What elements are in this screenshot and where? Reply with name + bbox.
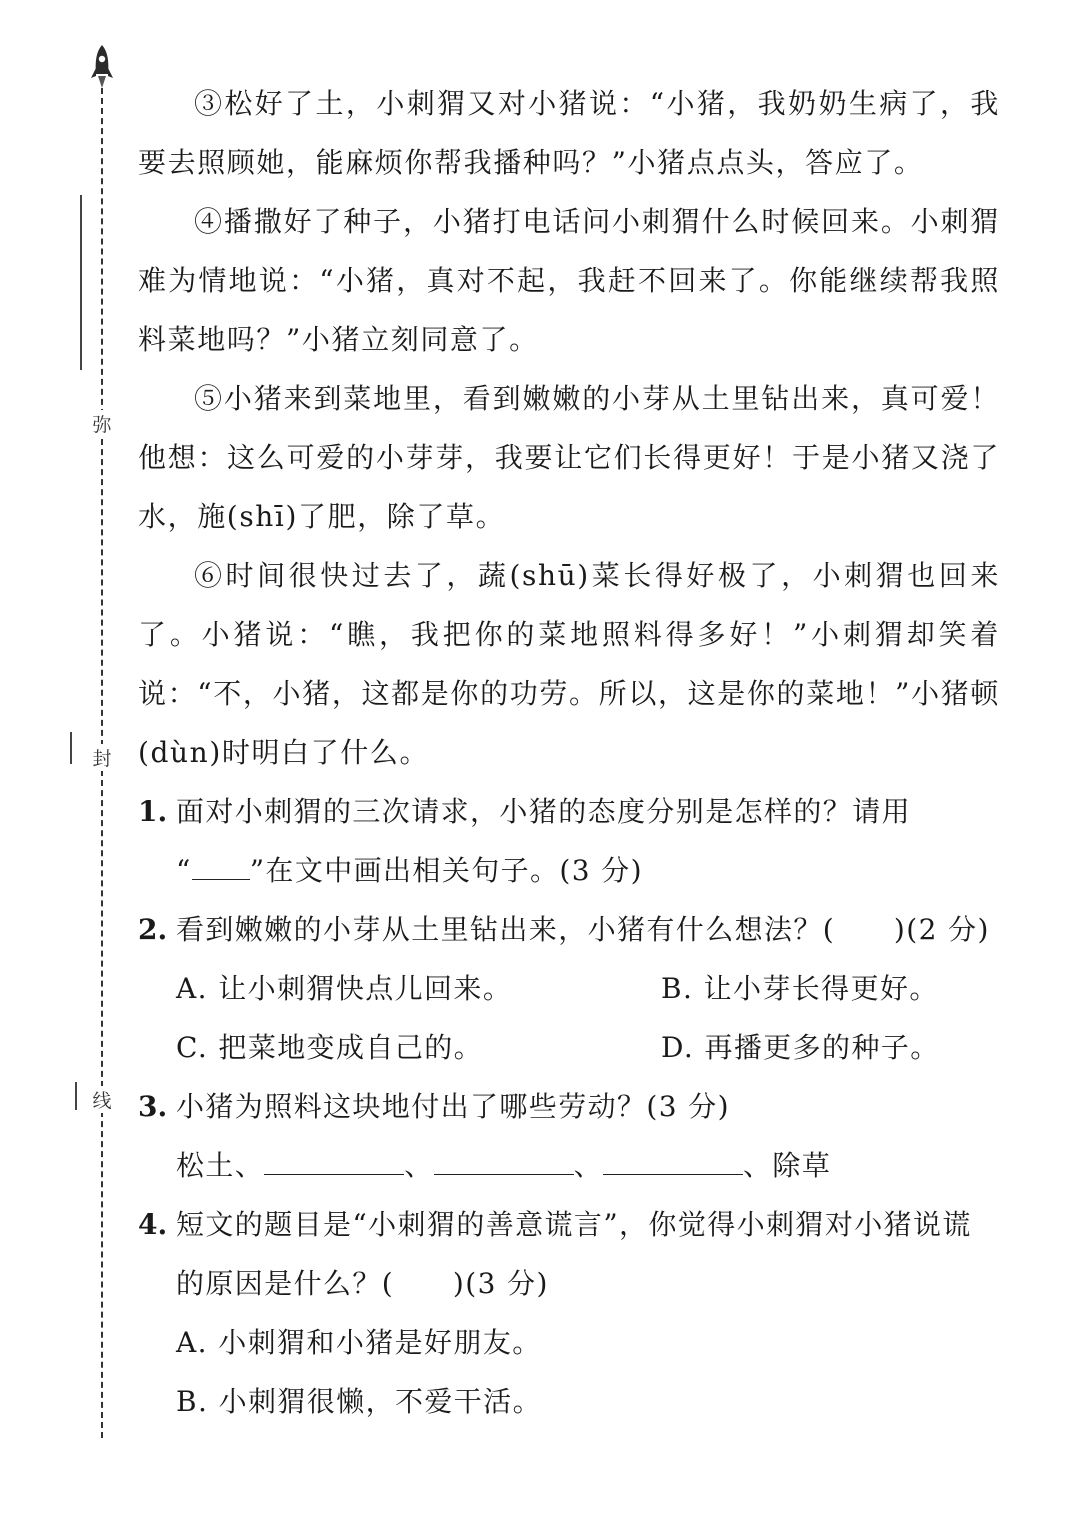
seal-word-xian: 线 xyxy=(89,1086,115,1113)
margin-mark xyxy=(75,1082,77,1110)
option-b[interactable]: B. 小刺猬很懒，不爱干活。 xyxy=(176,1385,542,1418)
question-2-options-row-2 xyxy=(176,1018,1000,1077)
question-1-text: 面对小刺猬的三次请求，小猪的态度分别是怎样的？请用 xyxy=(176,795,912,828)
question-1 xyxy=(138,782,1000,900)
passage-paragraph-5: ⑤小猪来到菜地里，看到嫩嫩的小芽从土里钻出来，真可爱！他想：这么可爱的小芽芽，我要让它们长得更好！于是小猪又浇了水，施(shī)了肥，除了草。 xyxy=(138,382,1000,533)
margin-mark xyxy=(70,732,72,764)
question-number: 2. xyxy=(138,913,168,946)
binding-margin xyxy=(0,0,135,1526)
passage-paragraph-6: ⑥时间很快过去了，蔬(shū)菜长得好极了，小刺猬也回来了。小猪说：“瞧，我把你的菜地照料得多好！”小刺猬却笑着说：“不，小猪，这都是你的功劳。所以，这是你的菜地！”小猪顿(dùn)时明白了什么。 xyxy=(138,559,1000,769)
passage-paragraph-3: ③松好了土，小刺猬又对小猪说：“小猪，我奶奶生病了，我要去照顾她，能麻烦你帮我播种吗？”小猪点点头，答应了。 xyxy=(138,87,1000,179)
question-4 xyxy=(138,1195,1000,1313)
seal-word-mi: 弥 xyxy=(89,410,115,437)
question-2-text: 看到嫩嫩的小芽从土里钻出来，小猪有什么想法？( )(2 分) xyxy=(176,913,990,946)
question-number: 4. xyxy=(138,1208,168,1241)
rocket-icon xyxy=(90,44,114,96)
question-4-text: 短文的题目是“小刺猬的善意谎言”，你觉得小刺猬对小猪说谎的原因是什么？( )(3 分) xyxy=(176,1208,972,1300)
question-number: 1. xyxy=(138,795,168,828)
answer-blank[interactable] xyxy=(434,1154,574,1175)
question-2-options-row-1 xyxy=(176,959,1000,1018)
question-3-text: 小猪为照料这块地付出了哪些劳动？(3 分) xyxy=(176,1090,730,1123)
option-a[interactable]: A. 小刺猬和小猪是好朋友。 xyxy=(176,1326,542,1359)
question-3 xyxy=(138,1077,1000,1136)
option-d[interactable]: D. 再播更多的种子。 xyxy=(661,1031,940,1064)
answer-blank[interactable] xyxy=(264,1154,404,1175)
question-2 xyxy=(138,900,1000,959)
question-number: 3. xyxy=(138,1090,168,1123)
margin-mark xyxy=(80,195,82,370)
underline-sample xyxy=(192,859,250,880)
option-b[interactable]: B. 让小芽长得更好。 xyxy=(661,972,939,1005)
question-1-continuation: ”在文中画出相关句子。(3 分) xyxy=(249,854,643,887)
worksheet-content xyxy=(138,74,1000,1431)
question-3-answer-line: 松土、 、 、 、除草 xyxy=(176,1149,832,1182)
passage-paragraph-4: ④播撒好了种子，小猪打电话问小刺猬什么时候回来。小刺猬难为情地说：“小猪，真对不起，我赶不回来了。你能继续帮我照料菜地吗？”小猪立刻同意了。 xyxy=(138,205,1000,356)
seal-word-feng: 封 xyxy=(89,744,115,771)
answer-blank[interactable] xyxy=(603,1154,743,1175)
option-c[interactable]: C. 把菜地变成自己的。 xyxy=(176,1031,484,1064)
quote-open: “ xyxy=(176,854,192,887)
option-a[interactable]: A. 让小刺猬快点儿回来。 xyxy=(176,972,513,1005)
